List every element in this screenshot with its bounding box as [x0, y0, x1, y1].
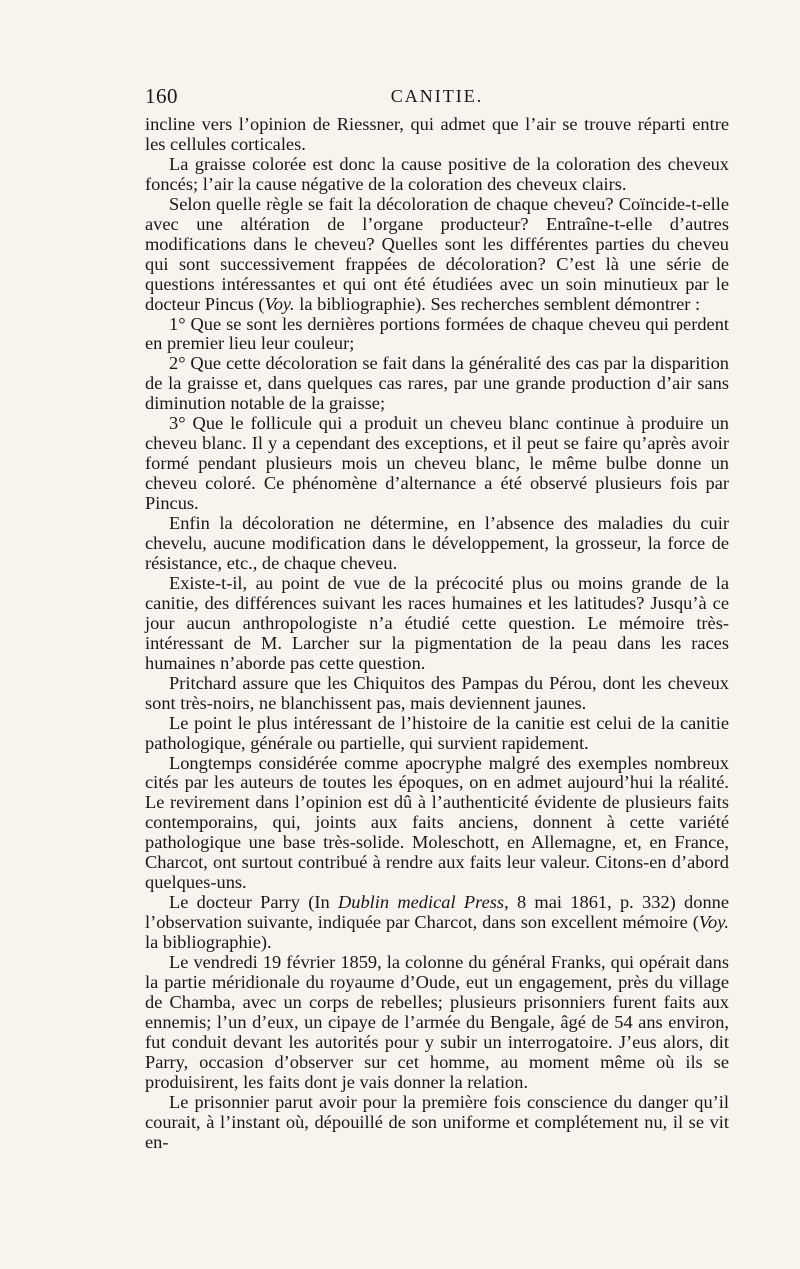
paragraph: Pritchard assure que les Chiquitos des Pampas du Pérou, dont les cheveux sont très-noirs, ne blanchissent pas, mais deviennent jaunes. [145, 672, 729, 713]
paragraph: Enfin la décoloration ne détermine, en l’absence des maladies du cuir chevelu, aucune modification dans le développement, la grosseur, la force de résistance, etc., de chaque cheveu. [145, 513, 729, 573]
paragraph: La graisse colorée est donc la cause positive de la coloration des cheveux foncés; l’air la cause négative de la coloration des cheveux clairs. [145, 153, 729, 194]
paragraph: Le vendredi 19 février 1859, la colonne du général Franks, qui opérait dans la partie méridionale du royaume d’Oude, eut un engagement, près du village de Chamba, avec un corps de rebelles; plusieurs prisonniers furent faits aux ennemis; l’un d’eux, un cipaye de l’armée du Bengale, âgé de 54 ans environ, fut conduit devant les autorités pour y subir un interrogatoire. J’eus alors, dit Parry, occasion d’observer sur cet homme, au moment même où ils se produisirent, les faits dont je vais donner la relation. [145, 952, 729, 1092]
paragraph: Longtemps considérée comme apocryphe malgré des exemples nombreux cités par les auteurs de toutes les époques, on en admet aujourd’hui la réalité. Le revirement dans l’opinion est dû à l’authenticité évidente de plusieurs faits contemporains, qui, joints aux faits anciens, donnent à cette variété pathologique une base très-solide. Moleschott, en Allemagne, et, en France, Charcot, ont surtout contribué à rendre aux faits leur valeur. Citons-en d’abord quelques-uns. [145, 752, 729, 893]
body-text [145, 115, 729, 1153]
paragraph: 2° Que cette décoloration se fait dans la généralité des cas par la disparition de la graisse et, dans quelques cas rares, par une grande production d’air sans diminution notable de la graisse; [145, 353, 729, 414]
paragraph: Le prisonnier parut avoir pour la première fois conscience du danger qu’il courait, à l’instant où, dépouillé de son uniforme et complétement nu, il se vit en- [145, 1091, 729, 1152]
paragraph: 1° Que se sont les dernières portions formées de chaque cheveu qui perdent en premier lieu leur couleur; [145, 313, 729, 354]
running-title: CANITIE. [390, 86, 484, 106]
paragraph: 3° Que le follicule qui a produit un cheveu blanc continue à produire un cheveu blanc. Il y a cependant des exceptions, et il peut se faire qu’après avoir formé pendant plusieurs mois un cheveu blanc, le même bulbe donne un cheveu coloré. Ce phénomène d’alternance a été observé plusieurs fois par Pincus. [145, 413, 729, 514]
paragraph: incline vers l’opinion de Riessner, qui admet que l’air se trouve réparti entre les cellules corticales. [145, 114, 729, 154]
paragraph: Le point le plus intéressant de l’histoire de la canitie est celui de la canitie pathologique, générale ou partielle, qui survient rapidement. [145, 712, 729, 753]
italic-reference: Voy. [698, 912, 729, 933]
paragraph: Le docteur Parry (In Dublin medical Press, 8 mai 1861, p. 332) donne l’observation suivante, indiquée par Charcot, dans son excellent mémoire (Voy. la bibliographie). [145, 892, 729, 953]
italic-reference: Voy. [264, 293, 295, 314]
page-header [145, 84, 729, 114]
page-number: 160 [145, 84, 178, 108]
paragraph: Existe-t-il, au point de vue de la précocité plus ou moins grande de la canitie, des différences suivant les races humaines et les latitudes? Jusqu’à ce jour aucun anthropologiste n’a étudié cette question. Le mémoire très-intéressant de M. Larcher sur la pigmentation de la peau dans les races humaines n’aborde pas cette question. [145, 572, 729, 673]
paragraph: Selon quelle règle se fait la décoloration de chaque cheveu? Coïncide-t-elle avec une altération de l’organe producteur? Entraîne-t-elle d’autres modifications dans le cheveu? Quelles sont les différentes parties du cheveu qui sont successivement frappées de décoloration? C’est là une série de questions intéressantes et qui ont été étudiées avec un soin minutieux par le docteur Pincus (Voy. la bibliographie). Ses recherches semblent démontrer : [145, 193, 729, 314]
italic-reference: Dublin medical Press [337, 892, 505, 913]
